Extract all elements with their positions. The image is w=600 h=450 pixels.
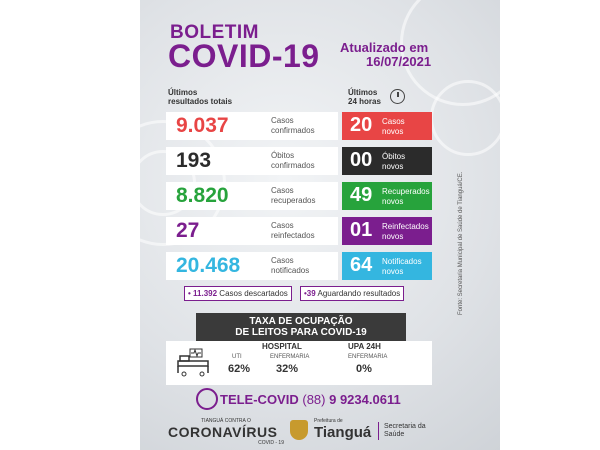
hospital-bed-icon xyxy=(176,347,210,377)
stat-label xyxy=(271,221,315,241)
stat-new-value: 01 xyxy=(350,219,373,241)
updated-label: Atualizado em xyxy=(340,40,429,55)
stat-label xyxy=(271,186,315,206)
title-covid: COVID-19 xyxy=(168,38,320,74)
stat-new-label xyxy=(382,222,429,242)
telecovid-ddd: (88) xyxy=(302,392,326,407)
telecovid-label: TELE-COVID xyxy=(220,392,299,407)
stat-label-line1: Casos xyxy=(271,256,294,265)
campaign-sub: COVID - 19 xyxy=(258,440,284,446)
occupancy-title-line2: DE LEITOS PARA COVID-19 xyxy=(235,327,367,338)
stat-new-value: 64 xyxy=(350,254,373,276)
upa-enfermaria-label: ENFERMARIA xyxy=(348,354,388,360)
stat-new-box xyxy=(342,147,432,175)
awaiting-label: Aguardando resultados xyxy=(317,289,401,298)
stat-label-line2: recuperados xyxy=(271,196,316,205)
stat-row xyxy=(166,252,338,280)
stat-label-line2: confirmados xyxy=(271,161,315,170)
stat-label-line2: confirmados xyxy=(271,126,315,135)
stat-new-box xyxy=(342,182,432,210)
stat-total: 193 xyxy=(176,149,212,172)
phone-icon xyxy=(196,388,218,410)
discarded-number: • 11.392 xyxy=(188,289,218,298)
stat-new-label-line1: Casos xyxy=(382,117,405,126)
prefeitura-name: Tianguá xyxy=(314,424,372,441)
campaign-logo xyxy=(168,418,284,446)
title-boletim: BOLETIM xyxy=(170,22,259,43)
discarded-pill xyxy=(184,286,292,301)
virus-decoration-icon xyxy=(430,80,500,156)
stat-total: 8.820 xyxy=(176,184,229,207)
last24-header-line2: 24 horas xyxy=(348,97,381,106)
stat-new-label-line1: Óbitos xyxy=(382,152,406,161)
stat-total: 27 xyxy=(176,219,200,242)
stat-label-line2: reinfectados xyxy=(271,231,315,240)
stat-row xyxy=(166,112,338,140)
stat-label xyxy=(271,256,309,276)
stat-label xyxy=(271,151,315,171)
stat-new-label xyxy=(382,187,430,207)
stat-new-value: 49 xyxy=(350,184,373,206)
stat-row xyxy=(166,182,338,210)
stat-new-label-line1: Recuperados xyxy=(382,187,430,196)
clock-icon xyxy=(390,89,405,104)
stat-new-label-line1: Notificados xyxy=(382,257,422,266)
stat-new-label-line2: novos xyxy=(382,197,404,206)
discarded-label: Casos descartados xyxy=(219,289,288,298)
upa-label: UPA 24H xyxy=(348,342,381,351)
uti-label: UTI xyxy=(232,354,242,360)
stat-new-label-line2: novos xyxy=(382,232,404,241)
stat-label-line1: Casos xyxy=(271,116,294,125)
awaiting-pill xyxy=(300,286,404,301)
footer-divider xyxy=(378,422,379,440)
stat-label-line2: notificados xyxy=(271,266,310,275)
occupancy-panel xyxy=(166,341,432,385)
stat-new-label-line2: novos xyxy=(382,127,404,136)
last24-header-line1: Últimos xyxy=(348,88,378,97)
stat-new-box xyxy=(342,217,432,245)
stat-new-box xyxy=(342,112,432,140)
stat-new-label-line2: novos xyxy=(382,162,404,171)
source-note: Fonte: Secretaria Municipal de Saúde de Tianguá/CE. xyxy=(458,171,464,315)
stat-label xyxy=(271,116,315,136)
awaiting-number: •39 xyxy=(304,289,316,298)
stat-label-line1: Óbitos xyxy=(271,151,295,160)
prefeitura-small: Prefeitura de xyxy=(314,418,343,424)
stat-label-line1: Casos xyxy=(271,221,294,230)
secretaria-logo xyxy=(384,423,426,439)
totals-header-line2: resultados totais xyxy=(168,97,233,106)
stat-new-label xyxy=(382,117,405,137)
occupancy-title xyxy=(196,313,406,341)
stat-row xyxy=(166,147,338,175)
secretaria-line1: Secretaria da xyxy=(384,423,426,430)
stat-new-label-line1: Reinfectados xyxy=(382,222,429,231)
secretaria-line2: Saúde xyxy=(384,431,405,438)
enfermaria-label: ENFERMARIA xyxy=(270,354,310,360)
stat-label-line1: Casos xyxy=(271,186,294,195)
campaign-big: CORONAVÍRUS xyxy=(168,424,278,440)
uti-value: 62% xyxy=(228,363,251,375)
stat-total: 9.037 xyxy=(176,114,229,137)
campaign-small: TIANGUÁ CONTRA O xyxy=(201,418,251,424)
stat-total: 20.468 xyxy=(176,254,241,277)
enfermaria-value: 32% xyxy=(276,363,299,375)
totals-header xyxy=(168,88,232,106)
stat-new-label xyxy=(382,152,405,172)
occupancy-title-line1: TAXA DE OCUPAÇÃO xyxy=(249,316,353,327)
stat-row xyxy=(166,217,338,245)
telecovid-line xyxy=(220,392,401,407)
bulletin-card xyxy=(140,0,500,450)
totals-header-line1: Últimos xyxy=(168,88,198,97)
stat-new-box xyxy=(342,252,432,280)
stat-new-label xyxy=(382,257,422,277)
city-crest-icon xyxy=(290,420,308,440)
hospital-label: HOSPITAL xyxy=(262,342,302,351)
updated-date: 16/07/2021 xyxy=(366,54,432,69)
stat-new-label-line2: novos xyxy=(382,267,404,276)
prefeitura-logo xyxy=(314,418,371,441)
upa-value: 0% xyxy=(356,363,372,375)
stat-new-value: 20 xyxy=(350,114,373,136)
stat-new-value: 00 xyxy=(350,149,373,171)
telecovid-number: 9 9234.0611 xyxy=(329,392,401,407)
last24-header xyxy=(348,88,381,106)
